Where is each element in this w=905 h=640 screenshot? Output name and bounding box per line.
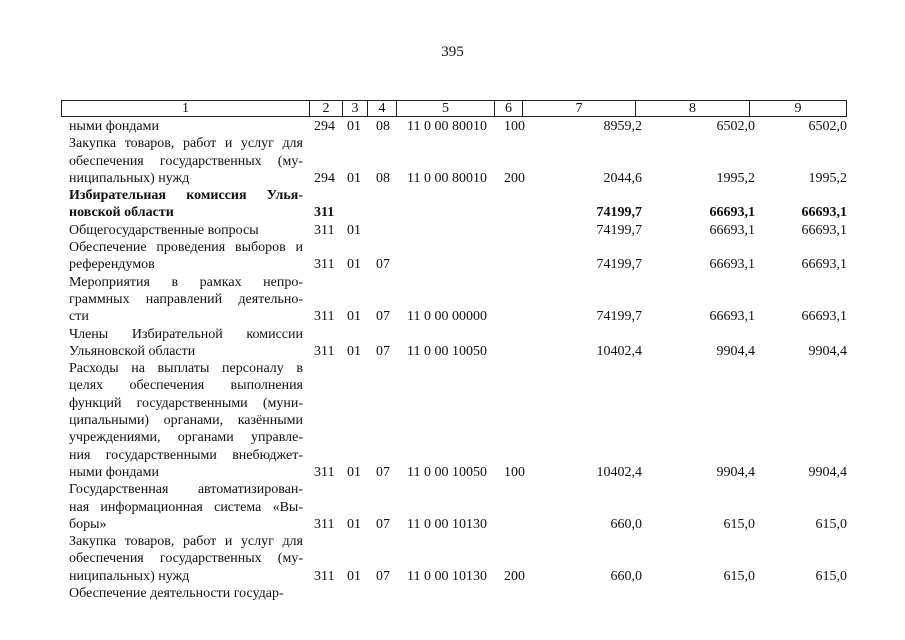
cell-col-2: 311: [314, 464, 335, 480]
cell-col-7: 10402,4: [596, 343, 642, 359]
table-row: [0, 187, 905, 222]
cell-col-8: 66693,1: [709, 257, 755, 273]
cell-col-8: 66693,1: [709, 309, 755, 325]
row-description: [69, 326, 303, 361]
cell-col-5: 11 0 00 80010: [407, 170, 487, 186]
cell-col-8: 9904,4: [716, 464, 755, 480]
cell-col-5: 11 0 00 10130: [407, 516, 487, 532]
cell-col-3: 01: [347, 343, 361, 359]
cell-col-7: 660,0: [610, 568, 642, 584]
cell-col-3: 01: [347, 516, 361, 532]
cell-col-2: 311: [314, 205, 335, 221]
description-line: ниципальных) нужд: [69, 170, 190, 186]
cell-col-5: 11 0 00 80010: [407, 119, 487, 134]
cell-col-4: 08: [376, 170, 390, 186]
description-line: Обеспечение проведения выборов и: [69, 240, 303, 256]
cell-col-9: 66693,1: [801, 309, 847, 325]
cell-col-2: 311: [314, 343, 335, 359]
cell-col-9: 9904,4: [808, 343, 847, 359]
row-description: [69, 274, 303, 326]
cell-col-9: 6502,0: [808, 119, 847, 134]
page-number: 395: [441, 44, 464, 60]
description-line: обеспечения государственных (му-: [69, 153, 303, 169]
column-header-2: 2: [310, 101, 343, 116]
table-row: [0, 533, 905, 585]
cell-col-2: 311: [314, 516, 335, 532]
table-row: [0, 239, 905, 274]
cell-col-3: 01: [347, 222, 361, 238]
cell-col-7: 74199,7: [596, 205, 642, 221]
description-line: ными фондами: [69, 119, 160, 134]
description-line: Обеспечение деятельности государ-: [69, 586, 284, 602]
cell-col-3: 01: [347, 464, 361, 480]
row-description: [69, 187, 303, 222]
cell-col-6: 100: [504, 464, 525, 480]
row-description: [69, 239, 303, 274]
table-row: [0, 135, 905, 187]
table-row: [0, 222, 905, 239]
cell-col-7: 8959,2: [603, 119, 642, 134]
table-body: [0, 118, 905, 602]
cell-col-9: 615,0: [815, 516, 847, 532]
table-row: [0, 360, 905, 481]
description-line: ниципальных) нужд: [69, 568, 190, 584]
cell-col-7: 10402,4: [596, 464, 642, 480]
description-line: целях обеспечения выполнения: [69, 378, 303, 394]
cell-col-8: 6502,0: [716, 119, 755, 134]
table-row: [0, 118, 905, 135]
column-header-9: 9: [794, 101, 802, 116]
cell-col-4: 07: [376, 343, 390, 359]
cell-col-3: 01: [347, 170, 361, 186]
cell-col-4: 07: [376, 257, 390, 273]
cell-col-2: 294: [314, 119, 335, 134]
description-line: сти: [69, 309, 89, 325]
description-line: Закупка товаров, работ и услуг для: [69, 136, 303, 152]
row-description: [69, 222, 303, 239]
description-line: ная информационная система «Вы-: [69, 499, 303, 515]
description-line: обеспечения государственных (му-: [69, 551, 303, 567]
cell-col-5: 11 0 00 10050: [407, 464, 487, 480]
description-line: Расходы на выплаты персоналу в: [69, 361, 303, 377]
description-line: ными фондами: [69, 464, 160, 480]
description-line: новской области: [69, 205, 174, 221]
cell-col-4: 07: [376, 516, 390, 532]
column-header-3: 3: [343, 101, 368, 116]
description-line: Закупка товаров, работ и услуг для: [69, 534, 303, 550]
cell-col-7: 74199,7: [596, 222, 642, 238]
cell-col-5: 11 0 00 00000: [407, 309, 487, 325]
description-line: Члены Избирательной комиссии: [69, 326, 303, 342]
description-line: референдумов: [69, 257, 155, 273]
cell-col-4: 08: [376, 119, 390, 134]
row-description: [69, 533, 303, 585]
table-row: [0, 481, 905, 533]
cell-col-7: 2044,6: [603, 170, 642, 186]
description-line: ния государственными внебюджет-: [69, 447, 303, 463]
description-line: функций государственными (муни-: [69, 395, 303, 411]
description-line: Избирательная комиссия Улья-: [69, 188, 303, 204]
column-header-5: 5: [397, 101, 495, 116]
cell-col-4: 07: [376, 464, 390, 480]
row-description: [69, 481, 303, 533]
cell-col-6: 200: [504, 568, 525, 584]
table-header: [61, 100, 847, 117]
cell-col-8: 66693,1: [709, 222, 755, 238]
cell-col-2: 311: [314, 257, 335, 273]
description-line: Государственная автоматизирован-: [69, 482, 303, 498]
cell-col-4: 07: [376, 309, 390, 325]
table-row: [0, 585, 905, 602]
cell-col-8: 1995,2: [716, 170, 755, 186]
cell-col-2: 311: [314, 309, 335, 325]
cell-col-9: 66693,1: [801, 222, 847, 238]
description-line: Мероприятия в рамках непро-: [69, 274, 303, 290]
column-header-7: 7: [523, 101, 636, 116]
description-line: Общегосударственные вопросы: [69, 222, 259, 238]
cell-col-8: 9904,4: [716, 343, 755, 359]
cell-col-3: 01: [347, 257, 361, 273]
cell-col-8: 66693,1: [709, 205, 755, 221]
column-header-4: 4: [368, 101, 397, 116]
row-description: [69, 360, 303, 481]
cell-col-9: 1995,2: [808, 170, 847, 186]
cell-col-8: 615,0: [723, 568, 755, 584]
table-row: [0, 274, 905, 326]
cell-col-9: 9904,4: [808, 464, 847, 480]
cell-col-5: 11 0 00 10130: [407, 568, 487, 584]
cell-col-6: 200: [504, 170, 525, 186]
description-line: учреждениями, органами управле-: [69, 430, 303, 446]
description-line: Ульяновской области: [69, 343, 196, 359]
cell-col-6: 100: [504, 119, 525, 134]
column-header-8: 8: [636, 101, 750, 116]
cell-col-4: 07: [376, 568, 390, 584]
cell-col-9: 615,0: [815, 568, 847, 584]
cell-col-7: 660,0: [610, 516, 642, 532]
column-header-6: 6: [495, 101, 523, 116]
description-line: боры»: [69, 516, 107, 532]
cell-col-9: 66693,1: [801, 205, 847, 221]
row-description: [69, 585, 303, 602]
cell-col-2: 311: [314, 568, 335, 584]
cell-col-9: 66693,1: [801, 257, 847, 273]
row-description: [69, 118, 303, 135]
cell-col-5: 11 0 00 10050: [407, 343, 487, 359]
column-header-1: 1: [62, 101, 310, 116]
cell-col-3: 01: [347, 568, 361, 584]
cell-col-7: 74199,7: [596, 309, 642, 325]
cell-col-3: 01: [347, 309, 361, 325]
row-description: [69, 135, 303, 187]
cell-col-2: 294: [314, 170, 335, 186]
cell-col-3: 01: [347, 119, 361, 134]
description-line: ципальными) органами, казёнными: [69, 413, 303, 429]
cell-col-7: 74199,7: [596, 257, 642, 273]
cell-col-8: 615,0: [723, 516, 755, 532]
cell-col-2: 311: [314, 222, 335, 238]
table-row: [0, 326, 905, 361]
description-line: граммных направлений деятельно-: [69, 291, 303, 307]
